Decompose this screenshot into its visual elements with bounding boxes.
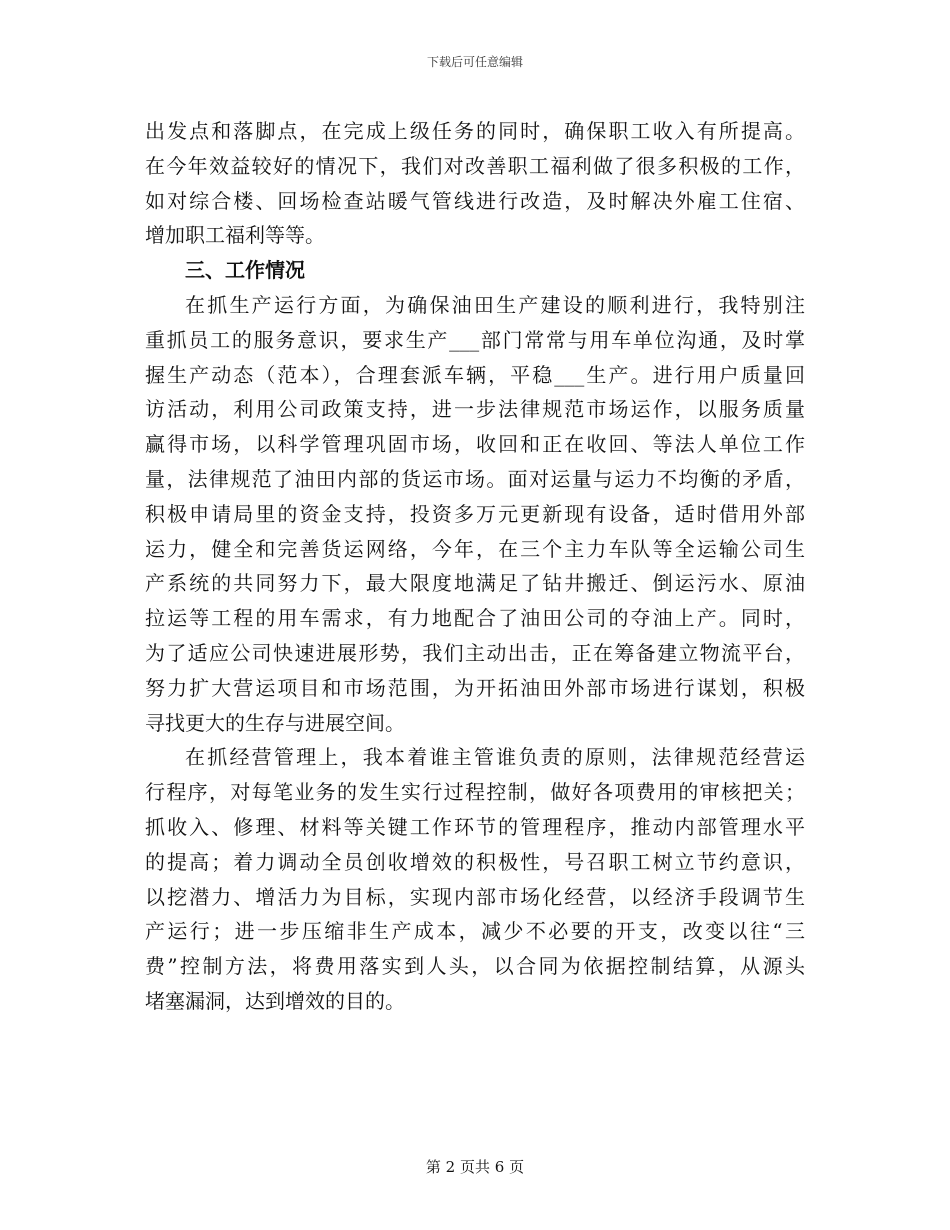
paragraph-line: 如对综合楼、回场检查站暖气管线进行改造，及时解决外雇工住宿、	[145, 188, 805, 213]
paragraph-line: 抓收入、修理、材料等关键工作环节的管理程序，推动内部管理水平	[145, 814, 805, 839]
paragraph-line: 运力，健全和完善货运网络，今年，在三个主力车队等全运输公司生	[145, 536, 805, 561]
paragraph-line: 拉运等工程的用车需求，有力地配合了油田公司的夺油上产。同时，	[145, 606, 805, 631]
paragraph-line: 以挖潜力、增活力为目标，实现内部市场化经营，以经济手段调节生	[145, 884, 805, 909]
paragraph-line: 赢得市场，以科学管理巩固市场，收回和正在收回、等法人单位工作	[145, 432, 805, 457]
paragraph-line: 产系统的共同努力下，最大限度地满足了钻井搬迁、倒运污水、原油	[145, 571, 805, 596]
paragraph-line: 握生产动态（范本），合理套派车辆，平稳___生产。进行用户质量回	[145, 362, 805, 387]
paragraph-line: 量，法律规范了油田内部的货运市场。面对运量与运力不均衡的矛盾，	[145, 466, 805, 491]
paragraph-line: 在今年效益较好的情况下，我们对改善职工福利做了很多积极的工作，	[145, 153, 805, 178]
paragraph-line: 费”控制方法，将费用落实到人头，以合同为依据控制结算，从源头	[145, 954, 805, 979]
paragraph-line: 在抓生产运行方面，为确保油田生产建设的顺利进行，我特别注	[185, 292, 805, 317]
page-number: 第 2 页共 6 页	[425, 1158, 525, 1176]
section-heading: 三、工作情况	[185, 258, 305, 283]
paragraph-line: 出发点和落脚点，在完成上级任务的同时，确保职工收入有所提高。	[145, 119, 805, 143]
paragraph-line: 行程序，对每笔业务的发生实行过程控制，做好各项费用的审核把关；	[145, 780, 805, 805]
paragraph-line: 寻找更大的生存与进展空间。	[145, 710, 405, 735]
paragraph-line: 努力扩大营运项目和市场范围，为开拓油田外部市场进行谋划，积极	[145, 675, 805, 700]
paragraph-line: 的提高；着力调动全员创收增效的积极性，号召职工树立节约意识，	[145, 849, 805, 874]
paragraph-line: 重抓员工的服务意识，要求生产___部门常常与用车单位沟通，及时掌	[145, 327, 805, 352]
page-header: 下载后可任意编辑	[426, 55, 523, 69]
paragraph-line: 积极申请局里的资金支持，投资多万元更新现有设备，适时借用外部	[145, 501, 805, 526]
paragraph-line: 增加职工福利等等。	[145, 223, 325, 248]
paragraph-line: 堵塞漏洞，达到增效的目的。	[145, 988, 405, 1013]
paragraph-line: 在抓经营管理上，我本着谁主管谁负责的原则，法律规范经营运	[185, 745, 805, 770]
paragraph-line: 产运行；进一步压缩非生产成本，减少不必要的开支，改变以往“三	[145, 919, 805, 944]
paragraph-line: 为了适应公司快速进展形势，我们主动出击，正在筹备建立物流平台，	[145, 640, 805, 665]
paragraph-line: 访活动，利用公司政策支持，进一步法律规范市场运作，以服务质量	[145, 397, 805, 422]
document-body	[145, 114, 805, 1019]
